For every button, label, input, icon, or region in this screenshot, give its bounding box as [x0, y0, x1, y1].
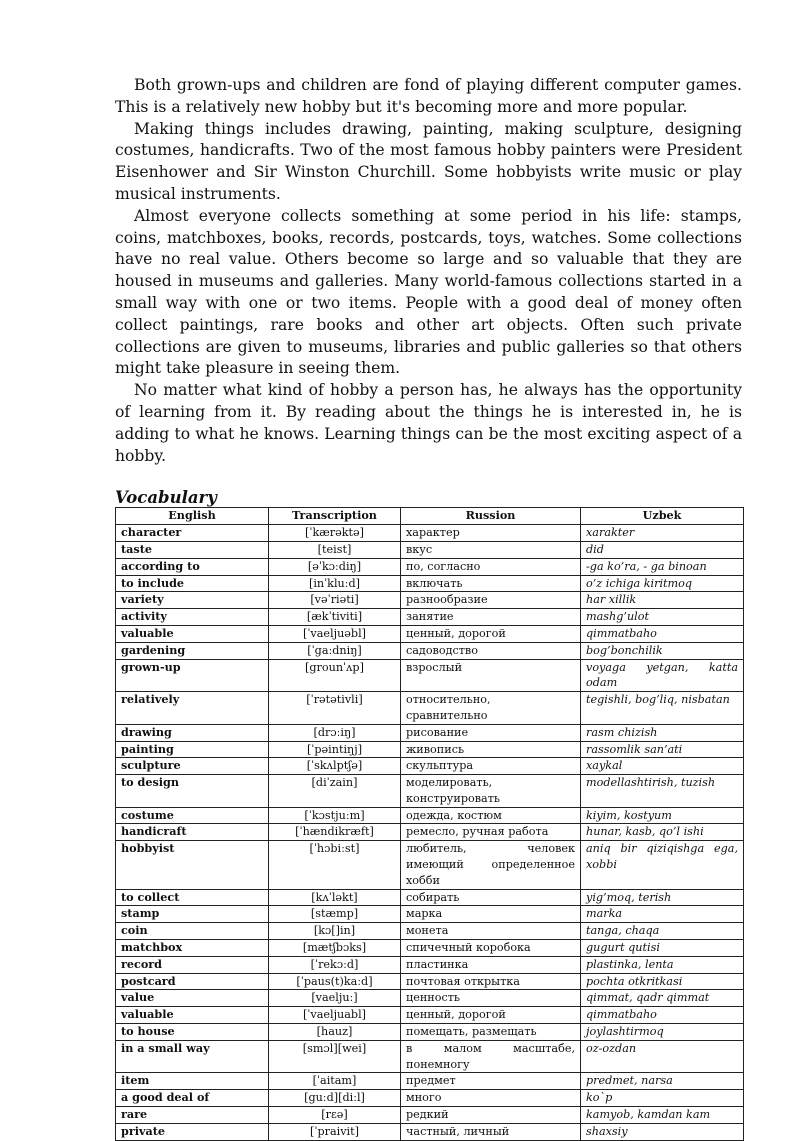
cell-english: to include [116, 575, 269, 592]
cell-russian: любитель, человек имеющий определенное хобби [401, 841, 581, 889]
cell-transcription: [ˈrətətivli] [269, 692, 401, 725]
cell-english: private [116, 1123, 269, 1140]
cell-transcription: [drɔːiŋ] [269, 724, 401, 741]
table-row [116, 990, 744, 1007]
cell-russian: ремесло, ручная работа [401, 824, 581, 841]
cell-uzbek: rasm chizish [581, 724, 744, 741]
cell-uzbek: har xillik [581, 592, 744, 609]
cell-transcription: [ˈaitam] [269, 1073, 401, 1090]
cell-transcription: [ˈvaeljuabl] [269, 1007, 401, 1024]
cell-russian: одежда, костюм [401, 807, 581, 824]
cell-english: item [116, 1073, 269, 1090]
vocabulary-table [115, 507, 744, 1140]
header-russian: Russion [401, 508, 581, 525]
cell-english: a good deal of [116, 1090, 269, 1107]
cell-english: record [116, 956, 269, 973]
cell-russian: много [401, 1090, 581, 1107]
cell-russian: ценный, дорогой [401, 625, 581, 642]
table-row [116, 807, 744, 824]
cell-transcription: [kʌˈləkt] [269, 889, 401, 906]
cell-uzbek: mashg’ulot [581, 609, 744, 626]
cell-english: grown-up [116, 659, 269, 692]
cell-english: handicraft [116, 824, 269, 841]
table-row [116, 775, 744, 808]
table-row [116, 692, 744, 725]
cell-transcription: [ˈhɔbiːst] [269, 841, 401, 889]
cell-russian: относительно, сравнительно [401, 692, 581, 725]
cell-uzbek: voyaga yetgan, katta odam [581, 659, 744, 692]
cell-english: according to [116, 558, 269, 575]
cell-transcription: [ˈvaeljuəbl] [269, 625, 401, 642]
cell-russian: разнообразие [401, 592, 581, 609]
cell-uzbek: kiyim, kostyum [581, 807, 744, 824]
table-row [116, 1073, 744, 1090]
table-row [116, 659, 744, 692]
cell-russian: по, согласно [401, 558, 581, 575]
cell-uzbek: rassomlik san’ati [581, 741, 744, 758]
cell-uzbek: predmet, narsa [581, 1073, 744, 1090]
cell-transcription: [ˈpaus(t)kaːd] [269, 973, 401, 990]
cell-english: to design [116, 775, 269, 808]
cell-uzbek: qimmat, qadr qimmat [581, 990, 744, 1007]
cell-english: sculpture [116, 758, 269, 775]
cell-transcription: [ækˈtiviti] [269, 609, 401, 626]
cell-uzbek: gugurt qutisi [581, 940, 744, 957]
cell-russian: помещать, размещать [401, 1024, 581, 1041]
cell-english: to collect [116, 889, 269, 906]
cell-english: valuable [116, 1007, 269, 1024]
cell-transcription: [ˈpraivit] [269, 1123, 401, 1140]
table-row [116, 1123, 744, 1140]
cell-russian: моделировать, конструировать [401, 775, 581, 808]
header-english: English [116, 508, 269, 525]
cell-transcription: [inˈkluːd] [269, 575, 401, 592]
cell-transcription: [guːd][diːl] [269, 1090, 401, 1107]
cell-english: gardening [116, 642, 269, 659]
paragraph: Almost everyone collects something at some period in his life: stamps, coins, matchboxes, books, records, postcards, toys, watches. Some collections have no real value. Others become so large and so valuable that they are housed in museums and galleries. Many world-famous collections started in a small way with one or two items. People with a good deal of money often collect paintings, rare books and other art objects. Often such private collections are given to museums, libraries and public galleries so that others might take pleasure in seeing them. [115, 206, 742, 378]
cell-english: coin [116, 923, 269, 940]
cell-transcription: [ˈhændikræft] [269, 824, 401, 841]
cell-uzbek: plastinka, lenta [581, 956, 744, 973]
cell-uzbek: qimmatbaho [581, 1007, 744, 1024]
header-transcription: Transcription [269, 508, 401, 525]
cell-transcription: [ˈkɔstjuːm] [269, 807, 401, 824]
cell-english: to house [116, 1024, 269, 1041]
cell-english: drawing [116, 724, 269, 741]
cell-english: taste [116, 541, 269, 558]
cell-uzbek: xaykal [581, 758, 744, 775]
cell-russian: рисование [401, 724, 581, 741]
cell-russian: вкус [401, 541, 581, 558]
cell-uzbek: oz-ozdan [581, 1040, 744, 1073]
table-row [116, 609, 744, 626]
table-row [116, 923, 744, 940]
cell-uzbek: hunar, kasb, qo’l ishi [581, 824, 744, 841]
cell-russian: в малом масштабе, понемногу [401, 1040, 581, 1073]
cell-english: rare [116, 1107, 269, 1124]
table-row [116, 906, 744, 923]
cell-transcription: [ˈskʌlptʃə] [269, 758, 401, 775]
cell-russian: пластинка [401, 956, 581, 973]
cell-russian: частный, личный [401, 1123, 581, 1140]
table-row [116, 841, 744, 889]
cell-russian: ценность [401, 990, 581, 1007]
cell-russian: почтовая открытка [401, 973, 581, 990]
cell-russian: собирать [401, 889, 581, 906]
table-row [116, 758, 744, 775]
header-uzbek: Uzbek [581, 508, 744, 525]
table-row [116, 973, 744, 990]
cell-transcription: [ˈpəintiŋj] [269, 741, 401, 758]
cell-uzbek: shaxsiy [581, 1123, 744, 1140]
cell-uzbek: yig’moq, terish [581, 889, 744, 906]
table-row [116, 642, 744, 659]
cell-uzbek: joylashtirmoq [581, 1024, 744, 1041]
table-row [116, 956, 744, 973]
paragraph: No matter what kind of hobby a person has, he always has the opportunity of learning from it. By reading about the things he is interested in, he is adding to what he knows. Learning things can be the most exciting aspect of a hobby. [115, 381, 742, 465]
paragraph: Making things includes drawing, painting, making sculpture, designing costumes, handicrafts. Two of the most famous hobby painters were President Eisenhower and Sir Winston Churchill. Some hobbyists write music or play musical instruments. [115, 119, 742, 203]
cell-uzbek: qimmatbaho [581, 625, 744, 642]
cell-english: in a small way [116, 1040, 269, 1073]
cell-transcription: [vəˈriəti] [269, 592, 401, 609]
cell-uzbek: did [581, 541, 744, 558]
cell-russian: ценный, дорогой [401, 1007, 581, 1024]
cell-transcription: [hauz] [269, 1024, 401, 1041]
table-row [116, 824, 744, 841]
cell-transcription: [smɔl][wei] [269, 1040, 401, 1073]
cell-transcription: [ˈrekɔːd] [269, 956, 401, 973]
cell-uzbek: pochta otkritkasi [581, 973, 744, 990]
cell-uzbek: modellashtirish, tuzish [581, 775, 744, 808]
cell-uzbek: ko`p [581, 1090, 744, 1107]
table-row [116, 625, 744, 642]
table-row [116, 1090, 744, 1107]
cell-english: character [116, 525, 269, 542]
cell-russian: живопись [401, 741, 581, 758]
table-row [116, 1007, 744, 1024]
table-row [116, 889, 744, 906]
table-row [116, 1107, 744, 1124]
cell-transcription: [kɔ[]in] [269, 923, 401, 940]
cell-english: painting [116, 741, 269, 758]
cell-english: valuable [116, 625, 269, 642]
cell-english: value [116, 990, 269, 1007]
cell-transcription: [ˈgaːdniŋ] [269, 642, 401, 659]
cell-transcription: [diˈzain] [269, 775, 401, 808]
table-row [116, 592, 744, 609]
cell-russian: предмет [401, 1073, 581, 1090]
cell-uzbek: xarakter [581, 525, 744, 542]
table-row [116, 940, 744, 957]
cell-uzbek: tegishli, bog’liq, nisbatan [581, 692, 744, 725]
table-row [116, 525, 744, 542]
cell-transcription: [mætʃbɔks] [269, 940, 401, 957]
document-page [115, 75, 742, 1141]
cell-english: matchbox [116, 940, 269, 957]
cell-transcription: [əˈkɔːdiŋ] [269, 558, 401, 575]
cell-russian: характер [401, 525, 581, 542]
cell-uzbek: -ga ko’ra, - ga binoan [581, 558, 744, 575]
cell-russian: монета [401, 923, 581, 940]
cell-transcription: [grounˈʌp] [269, 659, 401, 692]
cell-uzbek: marka [581, 906, 744, 923]
vocabulary-title: Vocabulary [115, 488, 217, 508]
cell-russian: садоводство [401, 642, 581, 659]
cell-uzbek: aniq bir qiziqishga ega, xobbi [581, 841, 744, 889]
cell-english: variety [116, 592, 269, 609]
table-row [116, 1040, 744, 1073]
cell-uzbek: kamyob, kamdan kam [581, 1107, 744, 1124]
body-text [115, 75, 742, 467]
cell-english: relatively [116, 692, 269, 725]
table-header-row [116, 508, 744, 525]
cell-russian: спичечный коробока [401, 940, 581, 957]
cell-russian: марка [401, 906, 581, 923]
table-row [116, 1024, 744, 1041]
cell-uzbek: bog’bonchilik [581, 642, 744, 659]
cell-uzbek: tanga, chaqa [581, 923, 744, 940]
table-row [116, 741, 744, 758]
cell-transcription: [rɛə] [269, 1107, 401, 1124]
cell-english: costume [116, 807, 269, 824]
cell-english: stamp [116, 906, 269, 923]
cell-uzbek: o’z ichiga kiritmoq [581, 575, 744, 592]
cell-transcription: [teist] [269, 541, 401, 558]
table-row [116, 724, 744, 741]
cell-russian: занятие [401, 609, 581, 626]
cell-russian: включать [401, 575, 581, 592]
cell-transcription: [ˈkærəktə] [269, 525, 401, 542]
cell-transcription: [vaeljuː] [269, 990, 401, 1007]
paragraph: Both grown-ups and children are fond of playing different computer games. This is a relatively new hobby but it's becoming more and more popular. [115, 76, 742, 116]
cell-russian: скульптура [401, 758, 581, 775]
cell-transcription: [stæmp] [269, 906, 401, 923]
cell-english: postcard [116, 973, 269, 990]
cell-english: hobbyist [116, 841, 269, 889]
table-row [116, 558, 744, 575]
cell-russian: взрослый [401, 659, 581, 692]
cell-russian: редкий [401, 1107, 581, 1124]
cell-english: activity [116, 609, 269, 626]
table-row [116, 541, 744, 558]
table-row [116, 575, 744, 592]
